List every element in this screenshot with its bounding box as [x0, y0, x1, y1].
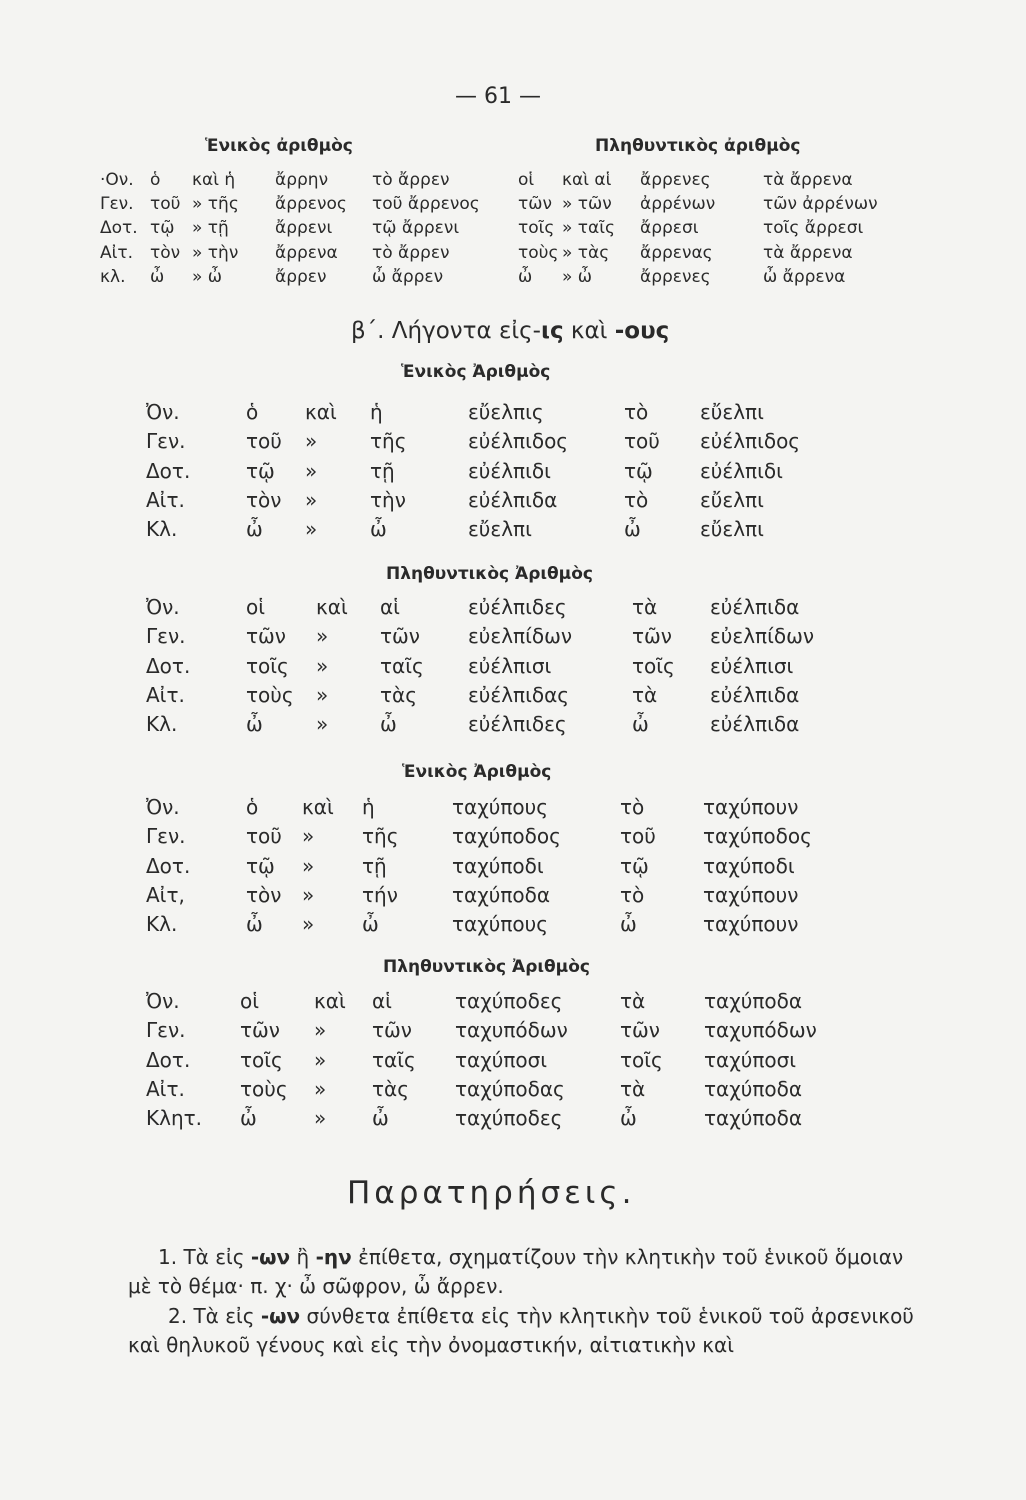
table3-singular-cell-nadj: ταχύπουν: [703, 882, 799, 907]
table3-singular-cell-m: τὸν: [246, 882, 282, 907]
table1-cell-f: ἄρρενι: [275, 218, 333, 239]
section-beta-prefix: β΄. Λήγοντα εἰς-: [351, 318, 541, 344]
observation-paragraph-2: [128, 1302, 928, 1360]
table2-singular-cell-adj: εὐέλπιδα: [468, 487, 558, 512]
obs1-suffix-in: -ην: [315, 1245, 352, 1269]
table2-plural-cell-adj: εὐέλπιδες: [468, 595, 567, 619]
table3-header-singular: Ἑνικὸς Ἀριθμὸς: [402, 762, 552, 782]
table3-singular-cell-m: ὁ: [246, 795, 259, 819]
table1-cell-f: ἄρρενα: [275, 242, 338, 263]
table2-plural-cell-adj: εὐέλπιδες: [468, 712, 567, 737]
table2-singular-cell-na: τοῦ: [624, 429, 660, 454]
table1-cell-case: Δοτ.: [100, 218, 138, 239]
table3-singular-cell-fa: τῆς: [362, 824, 399, 849]
table3-plural-cell-fa: αἱ: [372, 989, 392, 1013]
table3-singular-cell-case: Ὀν.: [146, 795, 180, 819]
table2-singular-cell-m: ὦ: [246, 517, 263, 542]
table3-plural-cell-k: »: [314, 1106, 327, 1131]
table3-plural-cell-m: τῶν: [240, 1018, 280, 1043]
table1-cell-a1: ὦ: [150, 266, 165, 287]
table1-cell-n: τὸ ἄρρεν: [372, 242, 450, 263]
table2-singular-cell-k: καὶ: [305, 400, 337, 424]
table1-cell-a2: καὶ ἡ: [192, 170, 236, 190]
table2-singular-cell-m: τῷ: [246, 458, 275, 483]
table2-header-plural: Πληθυντικὸς Ἀριθμὸς: [386, 564, 593, 584]
table2-singular-cell-m: ὁ: [246, 400, 259, 424]
table2-singular-cell-k: »: [305, 429, 318, 454]
table2-singular-cell-k: »: [305, 487, 318, 512]
table2-singular-cell-nadj: εὔελπι: [700, 517, 764, 542]
table3-plural-cell-k: »: [314, 1047, 327, 1072]
table1-cell-a1: ὁ: [150, 170, 161, 190]
table1-cell-pb: » ὦ: [562, 266, 593, 287]
table3-plural-cell-fa: τῶν: [372, 1018, 412, 1043]
obs1-text-a: 1. Τὰ εἰς: [158, 1245, 251, 1269]
table2-singular-cell-nadj: εὔελπι: [700, 400, 764, 424]
table1-cell-a2: » ὦ: [192, 266, 223, 287]
section-beta-suffix-ous: -ους: [614, 318, 670, 344]
table3-singular-cell-m: ὦ: [246, 912, 263, 937]
table2-plural-cell-k: »: [316, 653, 329, 678]
table1-cell-a2: » τῇ: [192, 218, 229, 239]
observations-title: Παρατηρήσεις.: [347, 1175, 636, 1211]
obs2-text-c: σύνθετα ἐπίθετα εἰς τὴν κλητικὴν τοῦ ἑνικοῦ τοῦ ἀρσενικοῦ καὶ θηλυκοῦ γένους καὶ εἰς τὴν ὀνομαστικήν, αἰτιατικὴν καὶ: [128, 1304, 914, 1357]
table3-singular-cell-nadj: ταχύπουν: [703, 795, 799, 819]
observation-paragraph-1: [128, 1243, 928, 1301]
table1-cell-pf: ἀρρένων: [640, 194, 716, 215]
table2-singular-cell-nadj: εὐέλπιδι: [700, 458, 783, 483]
table1-cell-n: τῷ ἄρρενι: [372, 218, 460, 239]
table2-plural-cell-k: »: [316, 682, 329, 707]
table2-singular-cell-k: »: [305, 458, 318, 483]
table2-plural-cell-fa: τὰς: [380, 682, 417, 707]
table3-plural-cell-m: ὦ: [240, 1106, 257, 1131]
table2-singular-cell-na: ὦ: [624, 517, 641, 542]
table1-cell-pb: καὶ αἱ: [562, 170, 612, 190]
table2-plural-cell-k: »: [316, 624, 329, 649]
table2-singular-cell-nadj: εὔελπι: [700, 487, 764, 512]
table3-singular-cell-fa: ἡ: [362, 795, 375, 819]
table1-cell-pf: ἄρρεσι: [640, 218, 699, 239]
table3-plural-cell-nadj: ταχύποδα: [704, 1106, 803, 1131]
table1-cell-pf: ἄρρενες: [640, 266, 711, 287]
table3-singular-cell-k: »: [302, 853, 315, 878]
table1-cell-f: ἄρρην: [275, 170, 329, 190]
table1-cell-a1: τοῦ: [150, 194, 181, 215]
table3-singular-cell-fa: ὦ: [362, 912, 379, 937]
table3-singular-cell-adj: ταχύποδι: [452, 853, 544, 878]
table1-cell-f: ἄρρεν: [275, 266, 327, 287]
table2-plural-cell-na: ὦ: [632, 712, 649, 737]
table2-plural-cell-case: Γεν.: [146, 624, 186, 649]
table1-cell-a2: » τὴν: [192, 242, 239, 263]
table2-plural-cell-adj: εὐελπίδων: [468, 624, 572, 649]
table1-cell-pa: τοὺς: [518, 242, 559, 263]
table2-singular-cell-case: Αἰτ.: [146, 487, 185, 512]
table2-plural-cell-m: ὦ: [246, 712, 263, 737]
table3-plural-cell-adj: ταχύποσι: [455, 1047, 548, 1072]
table3-singular-cell-adj: ταχύπους: [452, 912, 548, 937]
table2-plural-cell-m: τῶν: [246, 624, 286, 649]
table2-singular-cell-case: Κλ.: [146, 517, 178, 542]
table3-plural-cell-nadj: ταχύποδα: [704, 1076, 803, 1101]
table2-plural-cell-fa: ταῖς: [380, 653, 424, 678]
page-number: — 61 —: [455, 84, 541, 109]
table2-plural-cell-fa: ὦ: [380, 712, 397, 737]
table1-cell-n: ὦ ἄρρεν: [372, 266, 444, 287]
table2-singular-cell-fa: ὦ: [370, 517, 387, 542]
table1-cell-pa: ὦ: [518, 266, 533, 287]
table3-singular-cell-na: τοῦ: [620, 824, 656, 849]
table2-plural-cell-case: Κλ.: [146, 712, 178, 737]
table3-singular-cell-k: »: [302, 912, 315, 937]
table3-plural-cell-k: »: [314, 1018, 327, 1043]
table2-singular-cell-adj: εὐέλπιδος: [468, 429, 569, 454]
table2-plural-cell-na: τὰ: [632, 682, 658, 707]
section-beta-heading: [351, 318, 669, 344]
table1-cell-n: τοῦ ἄρρενος: [372, 194, 480, 215]
table3-header-plural: Πληθυντικὸς Ἀριθμὸς: [383, 957, 590, 977]
table2-plural-cell-na: τὰ: [632, 595, 658, 619]
table3-plural-cell-fa: τὰς: [372, 1076, 409, 1101]
table3-plural-cell-adj: ταχυπόδων: [455, 1018, 568, 1043]
table2-plural-cell-case: Ὀν.: [146, 595, 180, 619]
table2-singular-cell-fa: τῇ: [370, 458, 395, 483]
table3-singular-cell-m: τῷ: [246, 853, 275, 878]
table2-singular-cell-case: Ὀν.: [146, 400, 180, 424]
table2-plural-cell-na: τῶν: [632, 624, 672, 649]
table3-plural-cell-fa: ὦ: [372, 1106, 389, 1131]
table3-singular-cell-case: Αἰτ,: [146, 882, 185, 907]
section-beta-suffix-is: ις: [540, 318, 564, 344]
table1-cell-pa: τῶν: [518, 194, 552, 215]
table3-plural-cell-case: Ὀν.: [146, 989, 180, 1013]
table2-plural-cell-m: τοὺς: [246, 682, 294, 707]
table3-singular-cell-case: Δοτ.: [146, 853, 191, 878]
table2-plural-cell-nadj: εὐέλπιδα: [710, 712, 800, 737]
table3-singular-cell-na: τὸ: [620, 882, 645, 907]
table2-singular-cell-fa: τὴν: [370, 487, 406, 512]
table3-singular-cell-k: »: [302, 882, 315, 907]
table3-singular-cell-adj: ταχύπους: [452, 795, 548, 819]
table3-singular-cell-k: »: [302, 824, 315, 849]
table3-plural-cell-fa: ταῖς: [372, 1047, 416, 1072]
table1-cell-case: Γεν.: [100, 194, 134, 215]
table3-singular-cell-m: τοῦ: [246, 824, 282, 849]
table1-cell-pa: οἱ: [518, 170, 535, 190]
table1-cell-f: ἄρρενος: [275, 194, 347, 215]
table2-singular-cell-adj: εὔελπι: [468, 517, 532, 542]
table2-singular-cell-k: »: [305, 517, 318, 542]
table2-singular-cell-fa: ἡ: [370, 400, 383, 424]
table1-cell-a2: » τῆς: [192, 194, 239, 215]
table2-singular-cell-adj: εὔελπις: [468, 400, 544, 424]
table1-cell-case: ·Ον.: [100, 170, 134, 190]
table2-singular-cell-case: Δοτ.: [146, 458, 191, 483]
table3-plural-cell-k: »: [314, 1076, 327, 1101]
table1-cell-pn: τῶν ἀρρένων: [763, 194, 878, 215]
table3-singular-cell-fa: τῇ: [362, 853, 387, 878]
table3-plural-cell-nadj: ταχύποδα: [704, 989, 803, 1013]
table3-plural-cell-m: τοὺς: [240, 1076, 288, 1101]
section-beta-conj: καὶ: [563, 318, 615, 344]
obs1-text-c: ἢ: [290, 1245, 316, 1269]
table2-plural-cell-nadj: εὐελπίδων: [710, 624, 814, 649]
table3-plural-cell-adj: ταχύποδας: [455, 1076, 565, 1101]
table2-header-singular: Ἑνικὸς Ἀριθμὸς: [401, 362, 551, 382]
table3-plural-cell-nadj: ταχυπόδων: [704, 1018, 817, 1043]
table3-plural-cell-case: Κλητ.: [146, 1106, 203, 1131]
table1-header-plural: Πληθυντικὸς ἀριθμὸς: [595, 136, 801, 156]
table2-singular-cell-m: τοῦ: [246, 429, 282, 454]
table3-plural-cell-na: τοῖς: [620, 1047, 663, 1072]
table3-singular-cell-adj: ταχύποδος: [452, 824, 561, 849]
table2-plural-cell-nadj: εὐέλπιδα: [710, 595, 800, 619]
table3-singular-cell-na: τῷ: [620, 853, 649, 878]
table3-singular-cell-adj: ταχύποδα: [452, 882, 551, 907]
table1-cell-pb: » τὰς: [562, 242, 610, 263]
table3-plural-cell-adj: ταχύποδες: [455, 989, 563, 1013]
table2-singular-cell-adj: εὐέλπιδι: [468, 458, 551, 483]
table3-plural-cell-adj: ταχύποδες: [455, 1106, 563, 1131]
table3-plural-cell-case: Δοτ.: [146, 1047, 191, 1072]
table2-plural-cell-nadj: εὐέλπισι: [710, 653, 794, 678]
table1-cell-n: τὸ ἄρρεν: [372, 170, 450, 190]
table1-cell-pf: ἄρρενας: [640, 242, 713, 263]
table3-singular-cell-nadj: ταχύπουν: [703, 912, 799, 937]
table1-cell-case: Αἰτ.: [100, 242, 134, 263]
table2-plural-cell-m: τοῖς: [246, 653, 289, 678]
table1-cell-pn: τὰ ἄρρενα: [763, 170, 853, 190]
table2-plural-cell-m: οἱ: [246, 595, 266, 619]
table3-singular-cell-case: Γεν.: [146, 824, 186, 849]
table2-plural-cell-case: Δοτ.: [146, 653, 191, 678]
table2-plural-cell-k: »: [316, 712, 329, 737]
table2-singular-cell-fa: τῆς: [370, 429, 407, 454]
table1-cell-pb: » ταῖς: [562, 218, 615, 239]
table1-cell-a1: τὸν: [150, 242, 181, 263]
table2-singular-cell-na: τὸ: [624, 487, 649, 512]
table2-singular-cell-na: τὸ: [624, 400, 649, 424]
table2-plural-cell-adj: εὐέλπισι: [468, 653, 552, 678]
table3-plural-cell-na: τῶν: [620, 1018, 660, 1043]
obs1-suffix-on: -ων: [250, 1245, 291, 1269]
table2-plural-cell-fa: τῶν: [380, 624, 420, 649]
table3-singular-cell-na: τὸ: [620, 795, 645, 819]
table3-plural-cell-m: οἱ: [240, 989, 260, 1013]
obs2-text-a: 2. Τὰ εἰς: [168, 1304, 261, 1328]
table2-singular-cell-case: Γεν.: [146, 429, 186, 454]
table1-cell-a1: τῷ: [150, 218, 175, 239]
table1-cell-pn: ὦ ἄρρενα: [763, 266, 846, 287]
table2-singular-cell-nadj: εὐέλπιδος: [700, 429, 801, 454]
obs2-suffix-on: -ων: [260, 1304, 301, 1328]
table1-cell-pa: τοῖς: [518, 218, 555, 239]
table3-plural-cell-na: τὰ: [620, 989, 646, 1013]
table2-singular-cell-m: τὸν: [246, 487, 282, 512]
table3-plural-cell-na: ὦ: [620, 1106, 637, 1131]
table3-singular-cell-nadj: ταχύποδος: [703, 824, 812, 849]
table3-plural-cell-nadj: ταχύποσι: [704, 1047, 797, 1072]
table3-singular-cell-nadj: ταχύποδι: [703, 853, 795, 878]
table1-cell-pn: τοῖς ἄρρεσι: [763, 218, 864, 239]
table3-plural-cell-case: Γεν.: [146, 1018, 186, 1043]
table2-plural-cell-case: Αἰτ.: [146, 682, 185, 707]
table2-plural-cell-nadj: εὐέλπιδα: [710, 682, 800, 707]
table1-cell-pb: » τῶν: [562, 194, 612, 215]
table3-singular-cell-na: ὦ: [620, 912, 637, 937]
table3-plural-cell-k: καὶ: [314, 989, 346, 1013]
table3-plural-cell-m: τοῖς: [240, 1047, 283, 1072]
table3-plural-cell-na: τὰ: [620, 1076, 646, 1101]
table2-plural-cell-na: τοῖς: [632, 653, 675, 678]
table2-plural-cell-adj: εὐέλπιδας: [468, 682, 569, 707]
table1-cell-pf: ἄρρενες: [640, 170, 711, 190]
table2-singular-cell-na: τῷ: [624, 458, 653, 483]
table3-singular-cell-k: καὶ: [302, 795, 334, 819]
table2-plural-cell-k: καὶ: [316, 595, 348, 619]
table1-cell-pn: τὰ ἄρρενα: [763, 242, 853, 263]
table2-plural-cell-fa: αἱ: [380, 595, 400, 619]
obs1-text-d: ἐπίθετα, σχηματίζουν τὴν κλητικὴν τοῦ ἑνικοῦ ὅμοιαν μὲ τὸ θέμα· π. χ· ὦ σῶφρον, ὦ ἄρρεν.: [128, 1245, 904, 1298]
table3-singular-cell-fa: τήν: [362, 882, 398, 907]
table1-header-singular: Ἑνικὸς ἀριθμὸς: [205, 136, 353, 156]
table1-cell-case: κλ.: [100, 266, 126, 287]
table3-plural-cell-case: Αἰτ.: [146, 1076, 185, 1101]
table3-singular-cell-case: Κλ.: [146, 912, 178, 937]
